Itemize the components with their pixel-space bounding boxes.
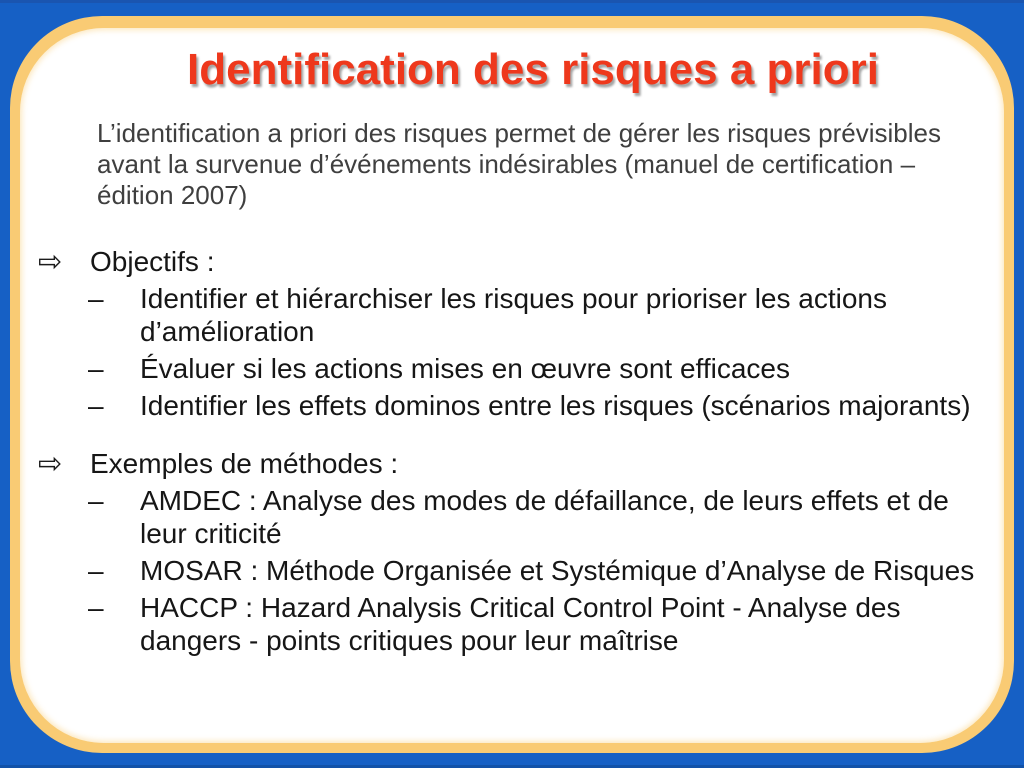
dash-bullet-icon: – [88,592,104,623]
list-item [20,282,1004,348]
section-objectifs [20,244,1004,422]
list-item-text: AMDEC : Analyse des modes de défaillance, de leurs effets et de leur criticité [140,485,949,549]
bullet-heading-row [20,244,1004,278]
slide-content [20,28,1004,743]
intro-paragraph: L’identification a priori des risques permet de gérer les risques prévisibles avant la survenue d’événements indésirables (manuel de certification – édition 2007) [97,118,941,210]
dash-bullet-icon: – [88,353,104,384]
list-item-text: MOSAR : Méthode Organisée et Systémique d’Analyse de Risques [140,555,975,586]
dash-bullet-icon: – [88,390,104,421]
slide-title: Identification des risques a priori [187,45,879,94]
arrow-bullet-icon: ⇨ [38,446,63,480]
list-item-text: Évaluer si les actions mises en œuvre sont efficaces [140,353,790,384]
list-item-text: Identifier les effets dominos entre les risques (scénarios majorants) [140,390,971,421]
dash-bullet-icon: – [88,555,104,586]
list-item [20,591,1004,657]
list-item [20,389,1004,422]
list-item-text: Identifier et hiérarchiser les risques pour prioriser les actions d’amélioration [140,283,887,347]
list-item [20,352,1004,385]
dash-bullet-icon: – [88,283,104,314]
section-exemples [20,446,1004,657]
list-item [20,484,1004,550]
bullet-heading-row [20,446,1004,480]
bullet-heading: Objectifs : [90,246,215,277]
bullet-heading: Exemples de méthodes : [90,448,399,479]
dash-bullet-icon: – [88,485,104,516]
list-item [20,554,1004,587]
arrow-bullet-icon: ⇨ [38,244,63,278]
list-item-text: HACCP : Hazard Analysis Critical Control Point - Analyse des dangers - points critiques pour leur maîtrise [140,592,901,656]
